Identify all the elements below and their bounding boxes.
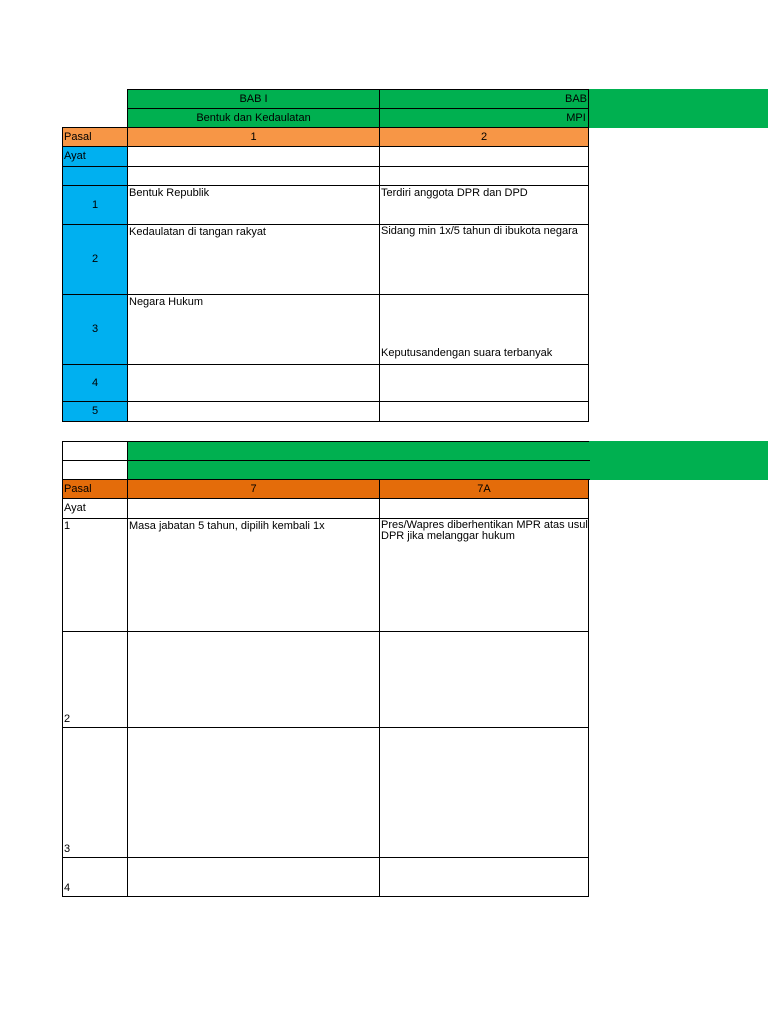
table-cell[interactable] <box>127 857 380 897</box>
table-cell[interactable] <box>379 146 589 167</box>
row-number: 3 <box>64 843 71 855</box>
bab-title-cell[interactable] <box>127 460 590 480</box>
table-cell[interactable]: Negara Hukum <box>127 294 380 365</box>
table-cell[interactable] <box>127 364 380 402</box>
row-number-cell <box>62 224 128 295</box>
pasal-number-cell[interactable]: 7A <box>379 479 589 499</box>
row-number-cell <box>62 727 128 858</box>
bab-header-overflow <box>589 441 768 480</box>
table-cell[interactable] <box>62 441 128 461</box>
pasal-label: Pasal <box>62 127 128 147</box>
table-cell[interactable]: Kedaulatan di tangan rakyat <box>127 224 380 295</box>
table-cell[interactable] <box>127 631 380 728</box>
row-number-cell <box>62 857 128 897</box>
ayat-label: Ayat <box>62 146 128 167</box>
bab-header-cell[interactable] <box>379 89 589 109</box>
pasal-label: Pasal <box>62 479 128 499</box>
row-number: 2 <box>91 253 99 265</box>
row-number: 4 <box>91 376 99 389</box>
bab-header-cell[interactable] <box>127 441 590 461</box>
table-cell[interactable] <box>127 498 380 519</box>
bab-title-text: MPI <box>566 112 586 124</box>
table-cell[interactable] <box>379 498 589 519</box>
pasal-number-cell[interactable]: 7 <box>127 479 380 499</box>
pasal-number-cell[interactable]: 2 <box>379 127 589 147</box>
table-cell[interactable]: Terdiri anggota DPR dan DPD <box>379 185 589 225</box>
table-cell[interactable] <box>62 460 128 480</box>
table-cell[interactable]: Masa jabatan 5 tahun, dipilih kembali 1x <box>127 518 380 632</box>
bab-header-overflow <box>589 89 768 128</box>
table-cell[interactable]: Sidang min 1x/5 tahun di ibukota negara <box>379 224 589 295</box>
row-number-cell <box>62 294 128 365</box>
table-cell[interactable] <box>379 727 589 858</box>
table-cell[interactable]: Bentuk Republik <box>127 185 380 225</box>
bab-header-text: BAB <box>564 93 587 105</box>
row-number: 2 <box>64 713 71 725</box>
row-number: 1 <box>91 198 99 211</box>
row-number-cell <box>62 518 128 632</box>
table-cell[interactable] <box>379 857 589 897</box>
table-cell[interactable] <box>127 166 380 186</box>
row-number-cell <box>62 631 128 728</box>
row-number-cell <box>62 185 128 225</box>
table-cell[interactable] <box>127 146 380 167</box>
bab-title-cell[interactable] <box>379 108 589 128</box>
row-number-cell <box>62 166 128 186</box>
bab-header-cell[interactable]: BAB I <box>127 89 380 109</box>
table-cell[interactable] <box>379 166 589 186</box>
row-number: 5 <box>91 405 99 417</box>
table-cell[interactable] <box>379 631 589 728</box>
table-cell[interactable] <box>379 364 589 402</box>
table-cell[interactable] <box>127 727 380 858</box>
table-cell[interactable] <box>127 401 380 422</box>
pasal-number-cell[interactable]: 1 <box>127 127 380 147</box>
row-number: 1 <box>64 520 71 532</box>
table-cell[interactable] <box>379 401 589 422</box>
row-number-cell <box>62 364 128 402</box>
row-number-cell <box>62 401 128 422</box>
ayat-label: Ayat <box>62 498 128 519</box>
table-cell[interactable]: Pres/Wapres diberhentikan MPR atas usul DPR jika melanggar hukum <box>379 518 589 632</box>
row-number: 4 <box>64 882 71 894</box>
bab-title-cell[interactable]: Bentuk dan Kedaulatan <box>127 108 380 128</box>
cell-text: Keputusandengan suara terbanyak <box>381 347 553 359</box>
table-cell[interactable] <box>379 294 589 365</box>
row-number: 3 <box>91 323 99 335</box>
